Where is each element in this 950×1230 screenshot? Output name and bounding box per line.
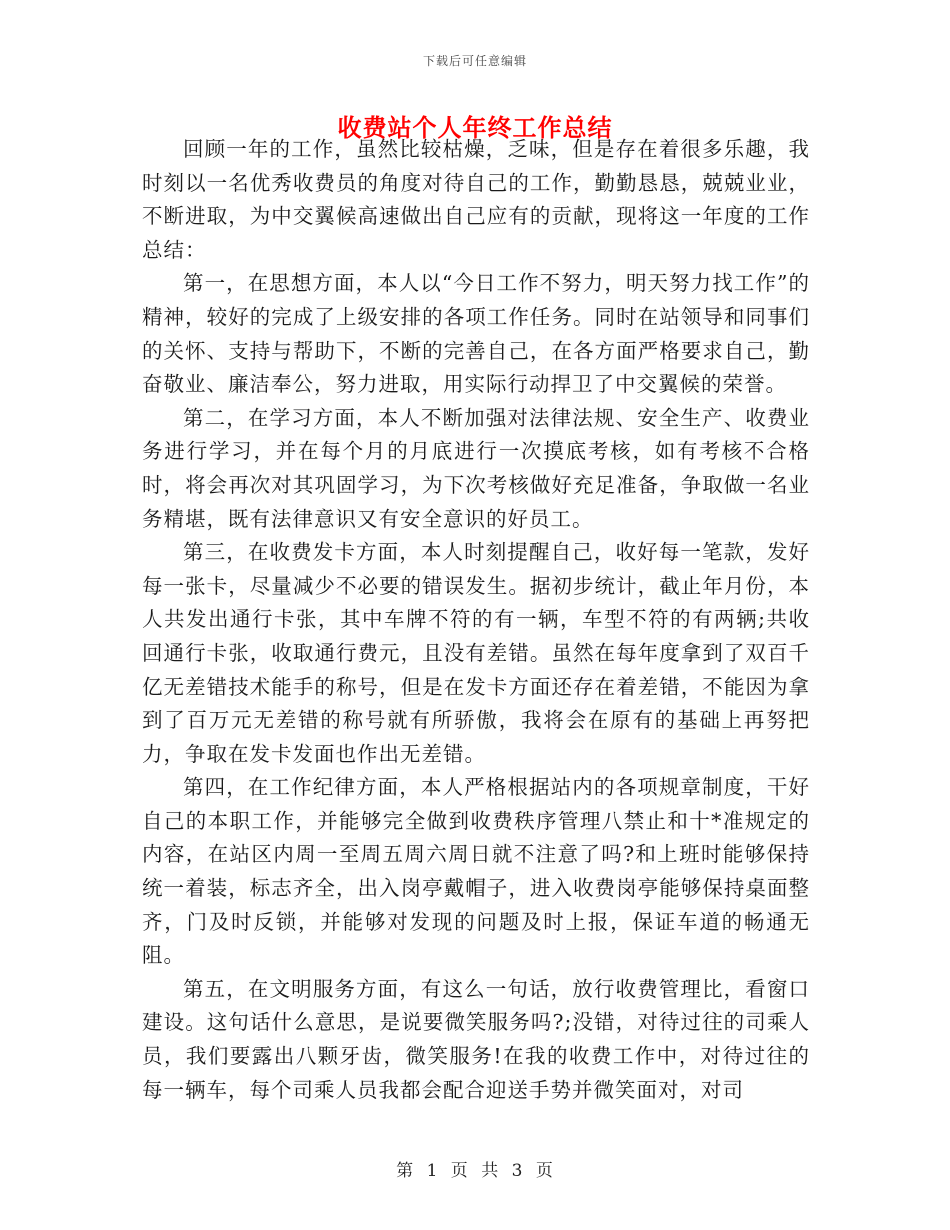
header-note: 下载后可任意编辑 [422,54,527,68]
paragraph-thought: 第一，在思想方面，本人以“今日工作不努力，明天努力找工作”的精神，较好的完成了上级安排的各项工作任务。同时在站领导和同事们的关怀、支持与帮助下，不断的完善自己，在各方面严格要求自己，勤奋敬业、廉洁奉公，努力进取，用实际行动捍卫了中交翼候的荣誉。 [142,271,810,397]
paragraph-discipline: 第四，在工作纪律方面，本人严格根据站内的各项规章制度，干好自己的本职工作，并能够完全做到收费秩序管理八禁止和十*准规定的内容，在站区内周一至周五周六周日就不注意了吗?和上班时能够保持统一着装，标志齐全，出入岗亭戴帽子，进入收费岗亭能够保持桌面整齐，门及时反锁，并能够对发现的问题及时上报，保证车道的畅通无阻。 [142,775,810,968]
document-body [142,133,810,1107]
paragraph-card-issuing: 第三，在收费发卡方面，本人时刻提醒自己，收好每一笔款，发好每一张卡，尽量减少不必要的错误发生。据初步统计，截止年月份，本人共发出通行卡张，其中车牌不符的有一辆，车型不符的有两辆;共收回通行卡张，收取通行费元，且没有差错。虽然在每年度拿到了双百千亿无差错技术能手的称号，但是在发卡方面还存在着差错，不能因为拿到了百万元无差错的称号就有所骄傲，我将会在原有的基础上再努把力，争取在发卡发面也作出无差错。 [142,540,810,766]
document-title: 收费站个人年终工作总结 [337,113,613,142]
paragraph-service: 第五，在文明服务方面，有这么一句话，放行收费管理比，看窗口建设。这句话什么意思，是说要微笑服务吗?;没错，对待过往的司乘人员，我们要露出八颗牙齿，微笑服务!在我的收费工作中，对待过往的每一辆车，每个司乘人员我都会配合迎送手势并微笑面对，对司 [142,976,810,1102]
paragraph-study: 第二，在学习方面，本人不断加强对法律法规、安全生产、收费业务进行学习，并在每个月的月底进行一次摸底考核，如有考核不合格时，将会再次对其巩固学习，为下次考核做好充足准备，争取做一名业务精堪，既有法律意识又有安全意识的好员工。 [142,405,810,531]
paragraph-intro: 回顾一年的工作，虽然比较枯燥，乏味，但是存在着很多乐趣，我时刻以一名优秀收费员的角度对待自己的工作，勤勤恳恳，兢兢业业，不断进取，为中交翼候高速做出自己应有的贡献，现将这一年度的工作总结： [142,137,810,262]
page-number-footer: 第 1 页 共 3 页 [396,1161,554,1181]
